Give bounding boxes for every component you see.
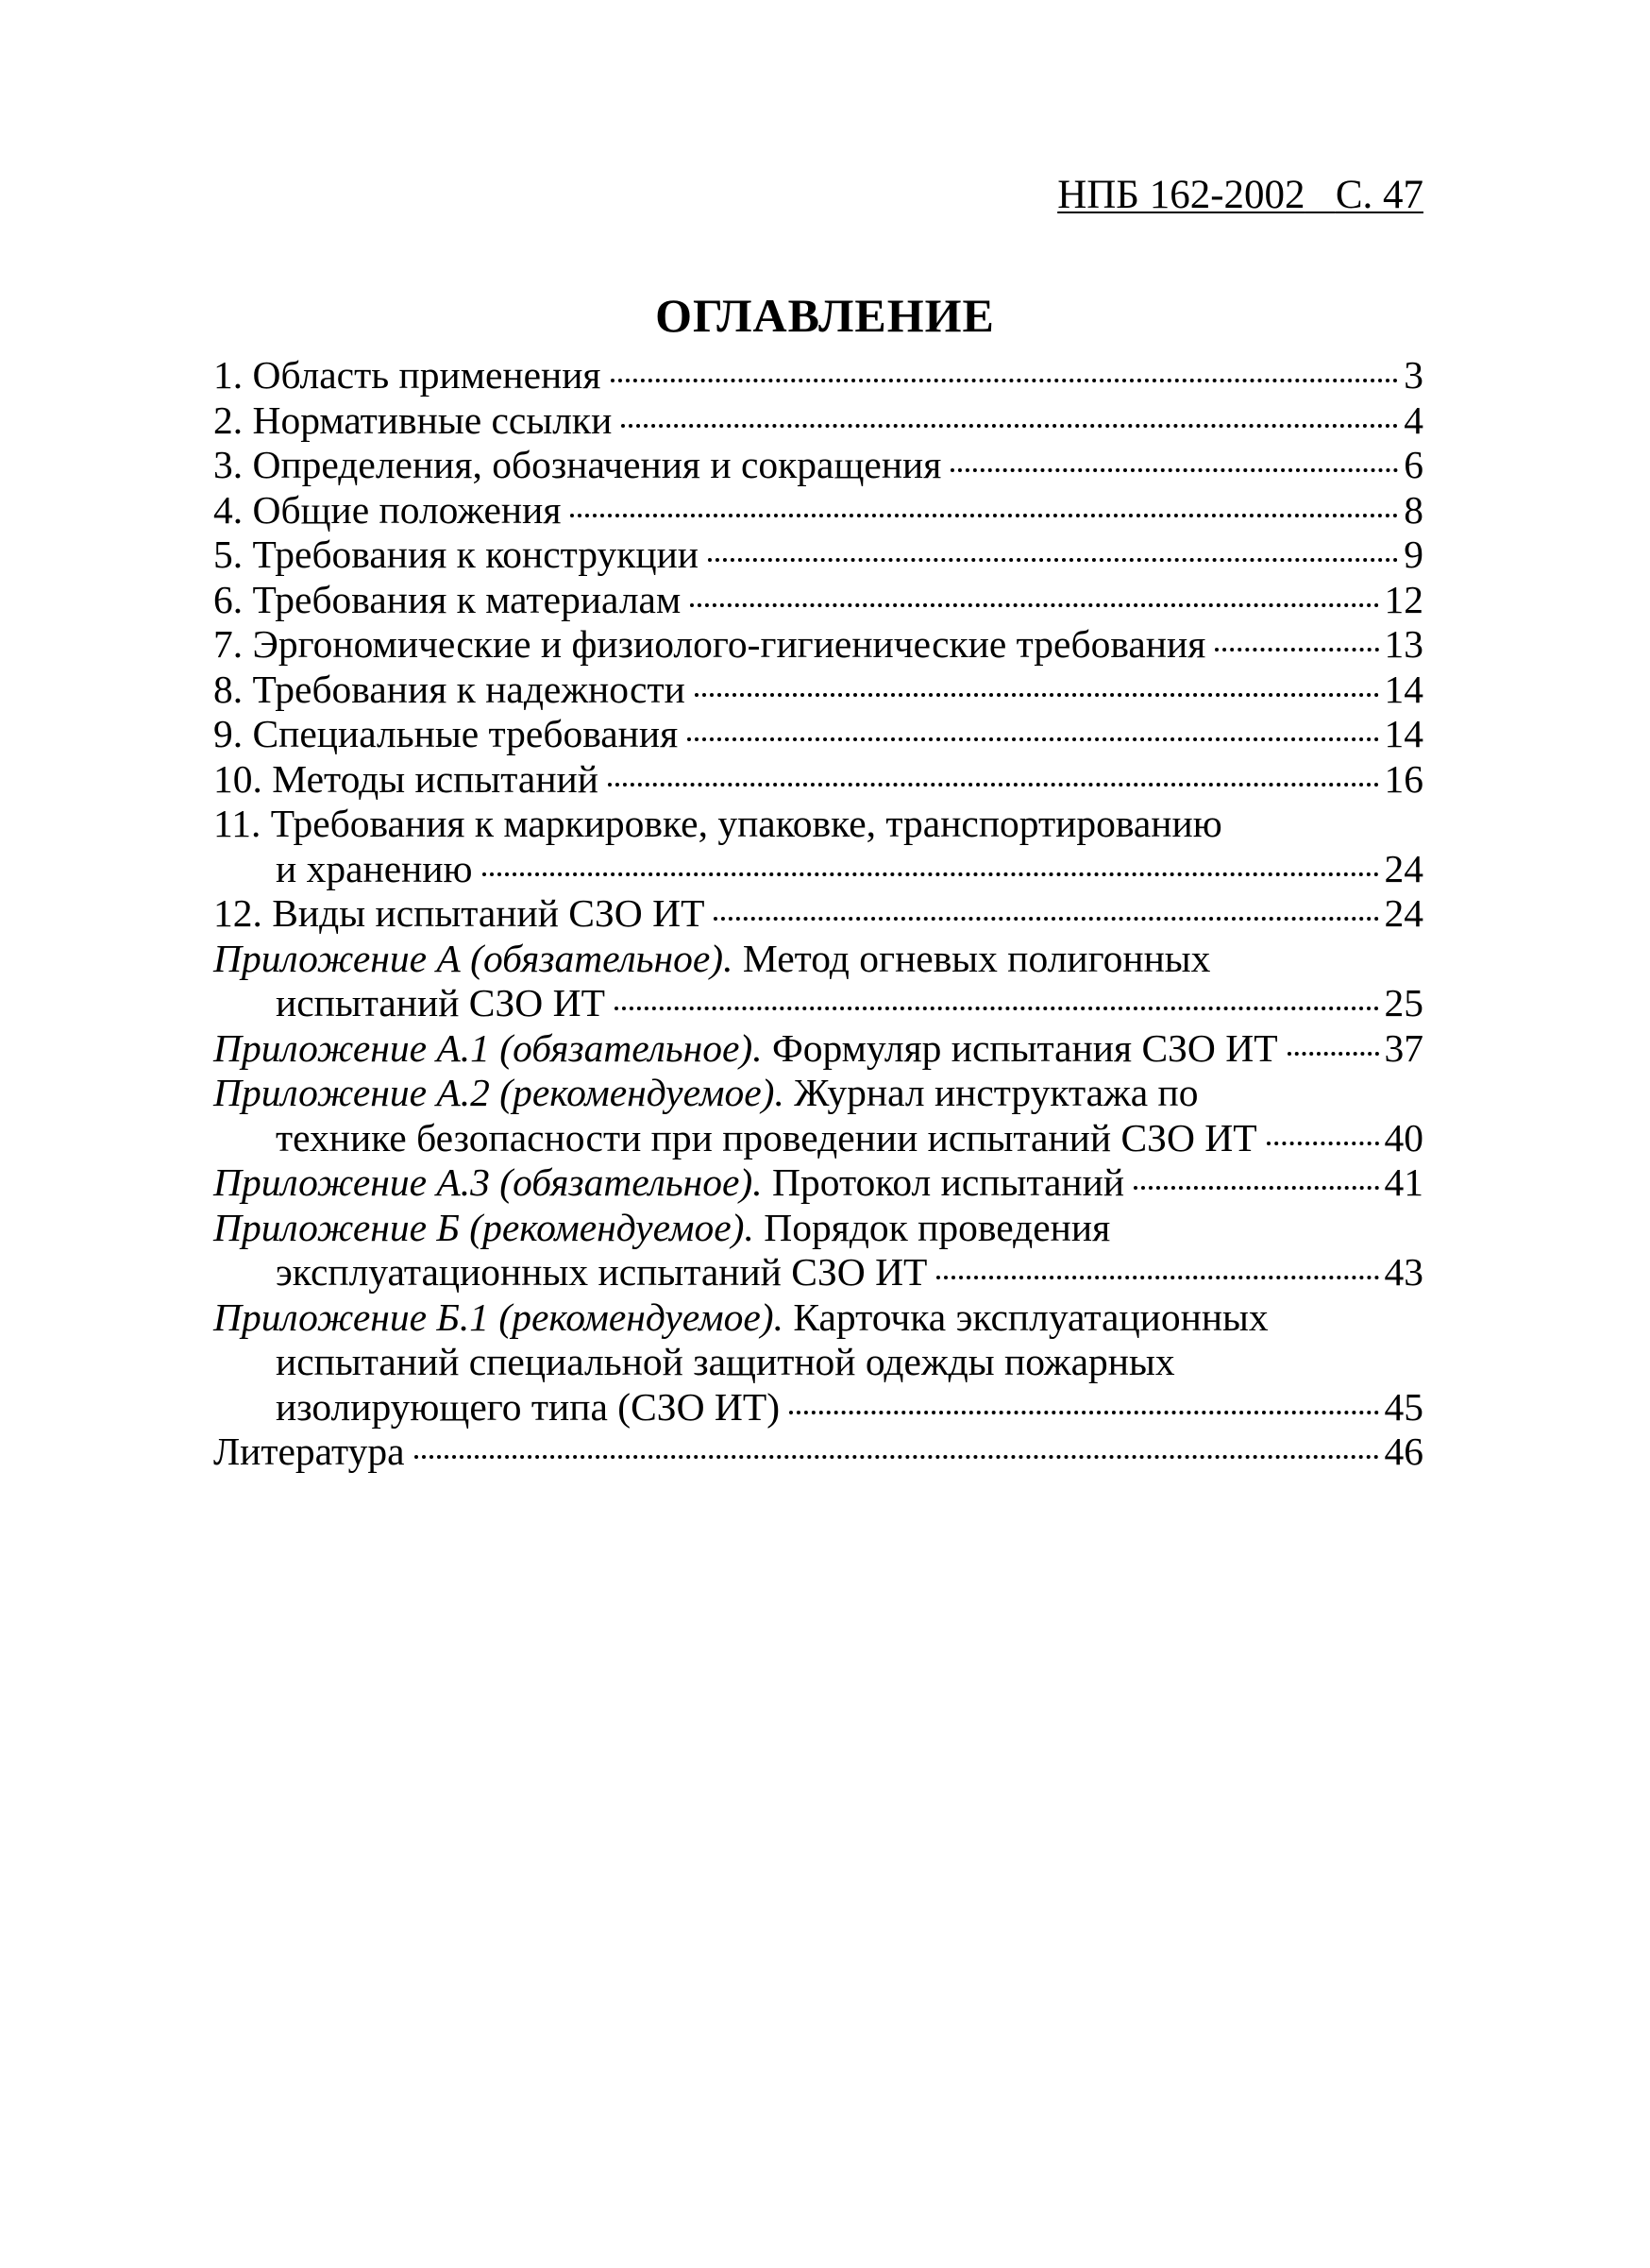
toc-entry-title-continued: испытаний СЗО ИТ xyxy=(276,981,605,1024)
dot-leader xyxy=(1267,1132,1379,1151)
dot-leader xyxy=(482,863,1379,882)
toc-page-number: 24 xyxy=(1384,891,1423,935)
appendix-label: Приложение Б.1 (рекомендуемое). xyxy=(213,1295,783,1339)
toc-entry-title: 4. Общие положения xyxy=(213,487,562,532)
toc-page-number: 46 xyxy=(1384,1430,1423,1473)
toc-entry-appendix[interactable] xyxy=(213,1026,1423,1072)
toc-page-number: 43 xyxy=(1384,1250,1423,1294)
dot-leader xyxy=(936,1266,1378,1285)
dot-leader xyxy=(1134,1176,1378,1195)
toc-page-number: 12 xyxy=(1384,577,1423,621)
toc-page-number: 3 xyxy=(1404,353,1423,397)
toc-entry[interactable] xyxy=(213,398,1423,444)
toc-page-number: 37 xyxy=(1384,1025,1423,1070)
toc-entry-appendix[interactable] xyxy=(213,937,1423,1026)
toc-entry[interactable] xyxy=(213,802,1423,891)
toc-entry-title-continued: испытаний специальной защитной одежды пожарных xyxy=(276,1340,1175,1383)
toc-entry-appendix[interactable] xyxy=(213,1160,1423,1206)
toc-entry-title: 11. Требования к маркировке, упаковке, транспортированию xyxy=(213,802,1222,845)
toc-entry-appendix[interactable] xyxy=(213,1295,1423,1430)
toc-entry-title: Метод огневых полигонных xyxy=(742,936,1211,980)
toc-entry[interactable] xyxy=(213,891,1423,937)
dot-leader xyxy=(687,728,1378,747)
toc-entry-title-continued: изолирующего типа (СЗО ИТ) xyxy=(276,1384,781,1429)
toc-page-number: 16 xyxy=(1384,756,1423,801)
toc-page-number: 45 xyxy=(1384,1384,1423,1429)
appendix-label: Приложение А.2 (рекомендуемое). xyxy=(213,1071,784,1114)
appendix-label: Приложение Б (рекомендуемое). xyxy=(213,1205,754,1249)
document-id: НПБ 162-2002 xyxy=(1057,173,1305,217)
dot-leader xyxy=(1288,1042,1379,1061)
toc-entry-title-continued: эксплуатационных испытаний СЗО ИТ xyxy=(276,1250,928,1294)
toc-page-number: 9 xyxy=(1404,533,1423,576)
appendix-label: Приложение А.1 (обязательное). xyxy=(213,1025,763,1070)
dot-leader xyxy=(621,415,1398,433)
toc-page-number: 4 xyxy=(1404,398,1423,442)
toc-entry[interactable] xyxy=(213,443,1423,488)
appendix-label: Приложение А (обязательное). xyxy=(213,936,733,980)
page-header xyxy=(1008,170,1423,221)
dot-leader xyxy=(951,459,1398,478)
toc-entry-title: 3. Определения, обозначения и сокращения xyxy=(213,443,942,486)
toc-entry-title: Карточка эксплуатационных xyxy=(793,1295,1269,1339)
toc-entry[interactable] xyxy=(213,533,1423,578)
toc-entry-title: Литература xyxy=(213,1430,405,1473)
appendix-label: Приложение А.3 (обязательное). xyxy=(213,1160,763,1204)
dot-leader xyxy=(414,1446,1379,1464)
toc-page-number: 13 xyxy=(1384,622,1423,666)
table-of-contents xyxy=(213,353,1423,1475)
toc-entry[interactable] xyxy=(213,668,1423,713)
toc-entry-title: 9. Специальные требования xyxy=(213,712,679,755)
toc-entry[interactable] xyxy=(213,488,1423,533)
toc-entry-title: 10. Методы испытаний xyxy=(213,756,598,801)
toc-entry-title: 1. Область применения xyxy=(213,353,601,397)
page-label: С. 47 xyxy=(1335,173,1423,217)
toc-entry-appendix[interactable] xyxy=(213,1071,1423,1160)
toc-entry-title: Порядок проведения xyxy=(764,1205,1111,1249)
toc-entry-title: Формуляр испытания СЗО ИТ xyxy=(772,1025,1278,1070)
dot-leader xyxy=(1215,638,1378,657)
toc-entry-title: 5. Требования к конструкции xyxy=(213,533,699,576)
dot-leader xyxy=(714,907,1378,926)
toc-page-number: 25 xyxy=(1384,981,1423,1024)
toc-entry[interactable] xyxy=(213,712,1423,757)
toc-entry-title-continued: технике безопасности при проведении испытаний СЗО ИТ xyxy=(276,1115,1257,1159)
toc-entry-title: 12. Виды испытаний СЗО ИТ xyxy=(213,891,705,935)
toc-page-number: 40 xyxy=(1384,1115,1423,1159)
toc-entry[interactable] xyxy=(213,622,1423,668)
dot-leader xyxy=(608,773,1379,792)
toc-entry-appendix[interactable] xyxy=(213,1206,1423,1295)
toc-page-number: 14 xyxy=(1384,667,1423,711)
toc-entry-title-continued: и хранению xyxy=(276,846,473,890)
toc-entry-title: Журнал инструктажа по xyxy=(794,1071,1199,1114)
toc-entry-title: 2. Нормативные ссылки xyxy=(213,398,613,442)
toc-page-number: 14 xyxy=(1384,712,1423,755)
dot-leader xyxy=(789,1401,1378,1420)
dot-leader xyxy=(570,504,1398,523)
toc-page-number: 6 xyxy=(1404,443,1423,486)
dot-leader xyxy=(611,369,1399,388)
toc-entry[interactable] xyxy=(213,757,1423,803)
dot-leader xyxy=(690,594,1378,613)
toc-entry-title: 7. Эргономические и физиолого-гигиенические требования xyxy=(213,622,1206,666)
toc-entry[interactable] xyxy=(213,1430,1423,1475)
toc-page-number: 24 xyxy=(1384,846,1423,890)
toc-entry-title: 6. Требования к материалам xyxy=(213,577,682,621)
toc-entry-title: 8. Требования к надежности xyxy=(213,667,685,711)
dot-leader xyxy=(708,549,1398,567)
toc-entry[interactable] xyxy=(213,578,1423,623)
toc-page-number: 8 xyxy=(1404,487,1423,532)
dot-leader xyxy=(695,684,1379,702)
toc-entry[interactable] xyxy=(213,353,1423,398)
page-title: ОГЛАВЛЕНИЕ xyxy=(655,288,995,342)
dot-leader xyxy=(615,997,1379,1016)
toc-entry-title: Протокол испытаний xyxy=(772,1160,1125,1204)
toc-page-number: 41 xyxy=(1384,1160,1423,1204)
